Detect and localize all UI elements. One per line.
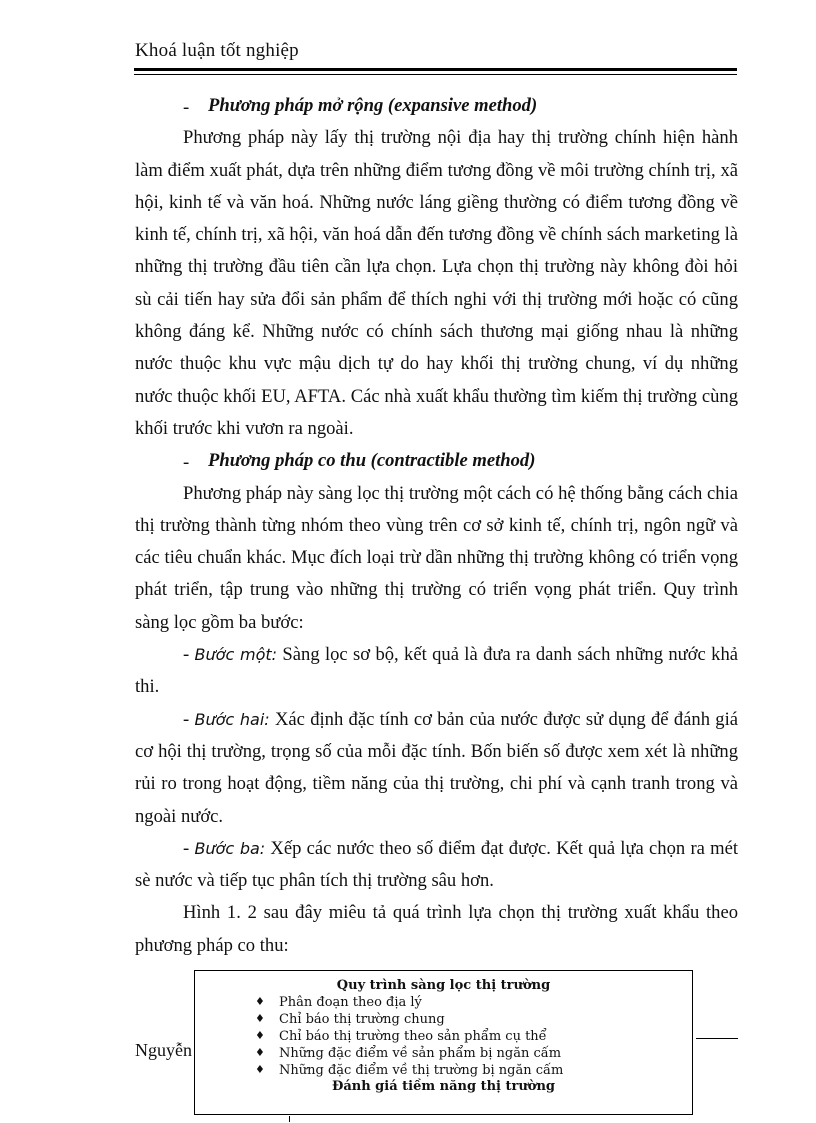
list-item: [195, 1028, 692, 1045]
list-item-text: Phân đoạn theo địa lý: [279, 995, 422, 1010]
step-text: Xếp các nước theo số điểm đạt được. Kết quả lựa chọn ra mét sè nước và tiếp tục phân tích thị trường sâu hơn.: [135, 837, 739, 892]
figure-title: Quy trình sàng lọc thị trường: [336, 978, 551, 993]
figure-intro: Hình 1. 2 sau đây miêu tả quá trình lựa chọn thị trường xuất khẩu theo phương pháp co thu:: [135, 902, 738, 956]
heading-text: Phương pháp mở rộng (expansive method): [208, 95, 538, 116]
diamond-bullet-icon: ♦: [255, 1046, 265, 1059]
paragraph-contractible: Phương pháp này sàng lọc thị trường một cách có hệ thống bằng cách chia thị trường thành từng nhóm theo vùng trên cơ sở kinh tế, chính trị, ngôn ngữ và các tiêu chuẩn khác. Mục đích loại trừ dần những thị trường không có triển vọng phát triển, tập trung vào những thị trường có triển vọng phát triển. Quy trình sàng lọc gồm ba bước:: [135, 482, 738, 633]
diamond-bullet-icon: ♦: [255, 1012, 265, 1025]
paragraph-expansive: Phương pháp này lấy thị trường nội địa hay thị trường chính hiện hành làm điểm xuất phát, dựa trên những điểm tương đồng về môi trường chính trị, xã hội, kinh tế và văn hoá. Những nước láng giềng thường có điểm tương đồng về kinh tế, chính trị, xã hội, văn hoá dẫn đến tương đồng về chính sách marketing là những thị trường đầu tiên cần lựa chọn. Lựa chọn thị trường này không đòi hỏi sù cải tiến hay sửa đổi sản phẩm để thích nghi với thị trường mới hoặc có cũng không đáng kể. Những nước có chính sách thương mại giống nhau là những nước thuộc khu vực mậu dịch tự do hay khối thị trường chung, ví dụ những nước thuộc khối EU, AFTA. Các nhà xuất khẩu thường tìm kiếm thị trường cùng khối trước khi vươn ra ngoài.: [135, 127, 738, 439]
header-rule-thin: [134, 74, 737, 75]
step-prefix: -: [183, 708, 195, 730]
connector-tick: [289, 1116, 290, 1122]
diamond-bullet-icon: ♦: [255, 1029, 265, 1042]
figure-box: [194, 970, 693, 1115]
section-heading-contractible: [135, 445, 738, 477]
list-item-text: Những đặc điểm về thị trường bị ngăn cấm: [279, 1063, 564, 1078]
list-item-text: Chỉ báo thị trường chung: [279, 1012, 445, 1027]
header-rule-thick: [134, 68, 737, 71]
step-label: Bước hai:: [194, 709, 270, 729]
step-one: [135, 639, 738, 704]
heading-dash: -: [183, 452, 190, 474]
step-text: Sàng lọc sơ bộ, kết quả là đưa ra danh sách những nước khả thi.: [135, 644, 738, 698]
heading-dash: -: [183, 97, 190, 118]
figure-footer: Đánh giá tiềm năng thị trường: [331, 1079, 556, 1094]
list-item-text: Chỉ báo thị trường theo sản phẩm cụ thể: [279, 1029, 547, 1044]
list-item: [195, 1062, 692, 1079]
diamond-bullet-icon: ♦: [255, 1063, 265, 1076]
header-title: Khoá luận tốt nghiệp: [135, 40, 299, 61]
step-three: [135, 833, 738, 898]
step-two: [135, 704, 738, 833]
diamond-bullet-icon: ♦: [255, 995, 265, 1008]
step-text: Xác định đặc tính cơ bản của nước được sử dụng để đánh giá cơ hội thị trường, trọng số của mỗi đặc tính. Bốn biến số được xem xét là những rủi ro trong hoạt động, tiềm năng của thị trường, chi phí và cạnh tranh trong và ngoài nước.: [135, 708, 738, 827]
section-heading-expansive: [135, 90, 738, 122]
list-item: [195, 994, 692, 1011]
list-item-text: Những đặc điểm về sản phẩm bị ngăn cấm: [279, 1046, 562, 1061]
page-body: [135, 90, 738, 962]
step-label: Bước ba:: [194, 838, 266, 858]
step-prefix: -: [183, 837, 195, 859]
step-label: Bước một:: [194, 645, 278, 665]
list-item: [195, 1011, 692, 1028]
footer-author: Nguyễn: [135, 1040, 192, 1060]
step-prefix: -: [183, 644, 195, 666]
footer-rule: [696, 1038, 738, 1039]
figure-list: [195, 994, 692, 1079]
list-item: [195, 1045, 692, 1062]
heading-text: Phương pháp co thu (contractible method): [208, 450, 536, 472]
